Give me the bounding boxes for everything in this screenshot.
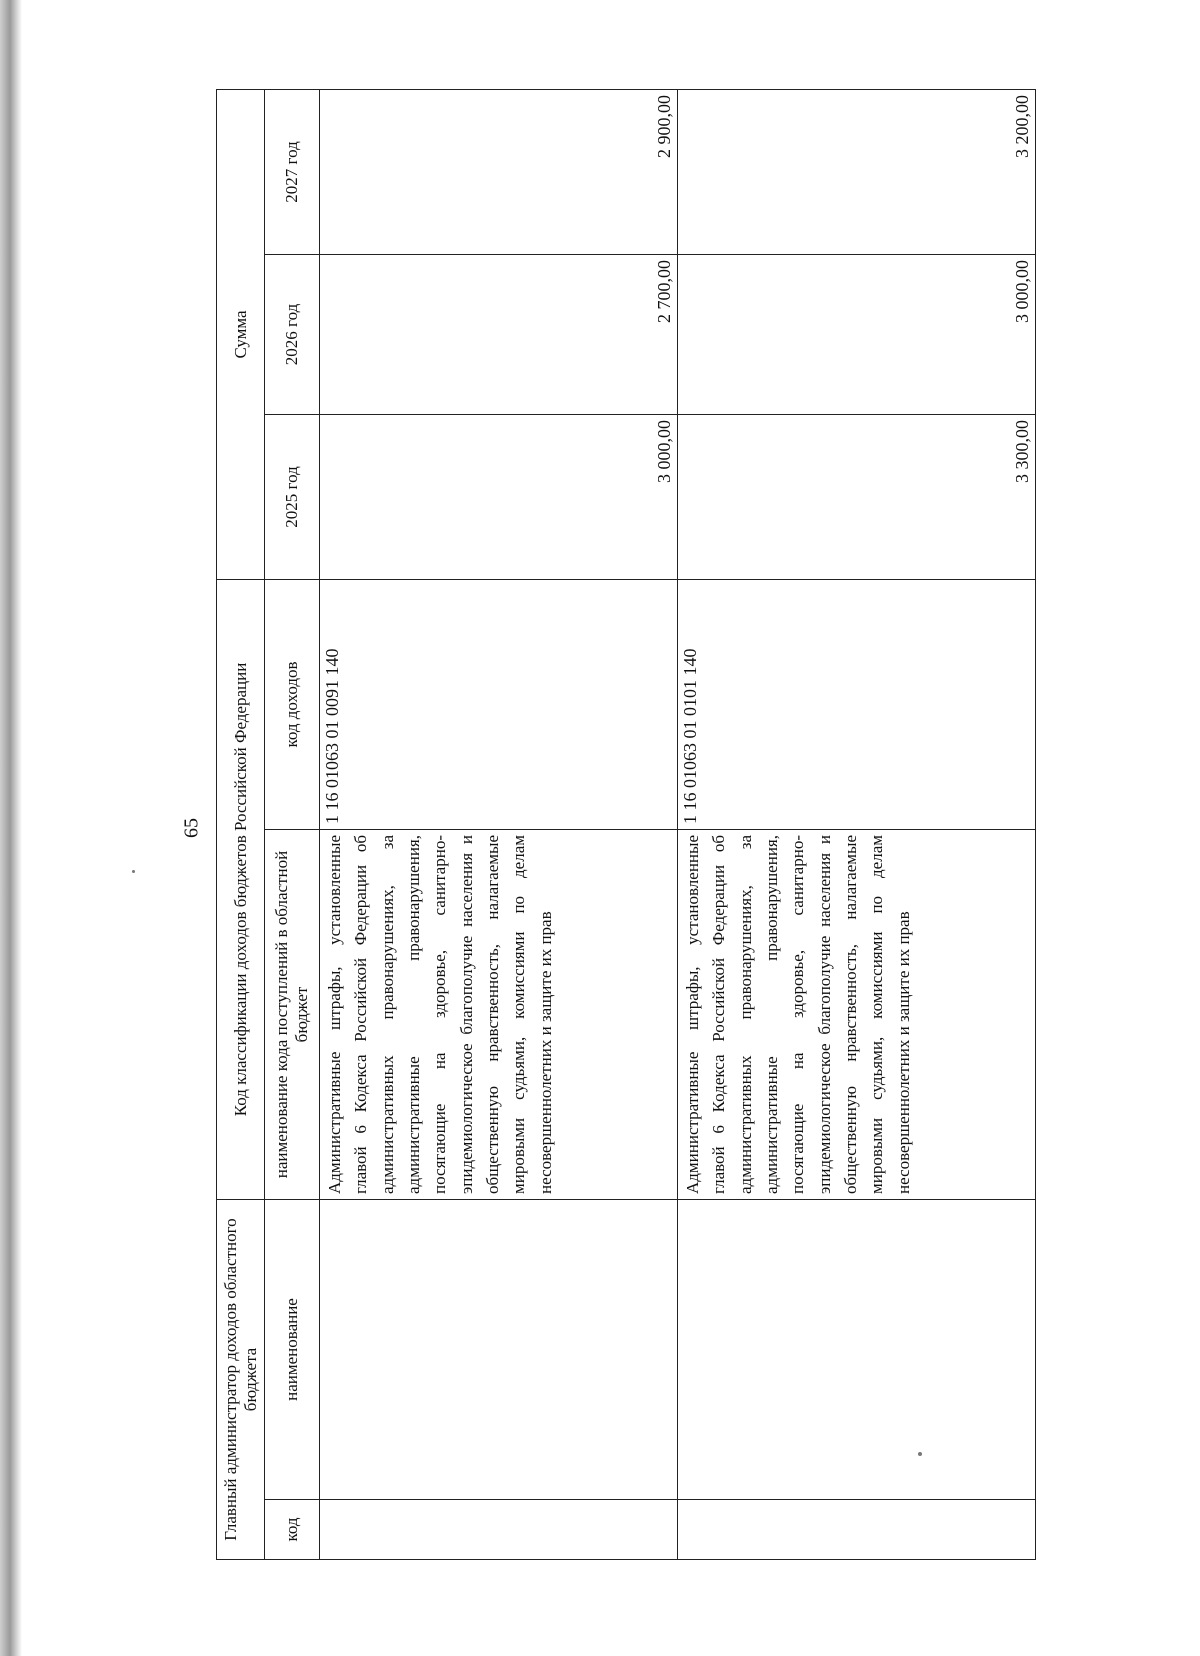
row-admin-code: [678, 1500, 1036, 1560]
receipt-name-header: наименование кода поступлений в областной бюджет: [265, 830, 320, 1200]
page-number: 65: [180, 818, 203, 838]
scan-speck: [132, 870, 135, 873]
rotated-page: [216, 90, 1051, 1560]
income-code-header: код доходов: [265, 579, 320, 829]
row-amount-2026: 3 000,00: [678, 254, 1036, 414]
table-row: [320, 89, 678, 1559]
row-amount-2025: 3 300,00: [678, 414, 1036, 579]
row-admin-name: [678, 1200, 1036, 1500]
admin-code-header: код: [265, 1500, 320, 1560]
admin-group-header: Главный администратор доходов областного бюджета: [217, 1200, 265, 1560]
row-admin-code: [320, 1500, 678, 1560]
header-row-2: [265, 89, 320, 1559]
row-amount-2026: 2 700,00: [320, 254, 678, 414]
row-income-code: 1 16 01063 01 0101 140: [678, 579, 1036, 829]
row-description: Административные штрафы, установленные главой 6 Кодекса Российской Федерации об административных правонарушениях, за административные правонарушения, посягающие на здоровье, санитарно-эпидемиологическое благополучие населения и общественную нравственность, налагаемые мировыми судьями, комиссиями по делам несовершеннолетних и защите их прав: [320, 830, 678, 1200]
table-row: [678, 89, 1036, 1559]
row-amount-2027: 2 900,00: [320, 89, 678, 254]
row-amount-2027: 3 200,00: [678, 89, 1036, 254]
row-amount-2025: 3 000,00: [320, 414, 678, 579]
classification-group-header: Код классификации доходов бюджетов Российской Федерации: [217, 579, 265, 1199]
revenue-table: [216, 89, 1036, 1560]
sum-group-header: Сумма: [217, 89, 265, 579]
scan-edge: [0, 0, 22, 1656]
year-2026-header: 2026 год: [265, 254, 320, 414]
row-description: Административные штрафы, установленные главой 6 Кодекса Российской Федерации об административных правонарушениях, за административные правонарушения, посягающие на здоровье, санитарно-эпидемиологическое благополучие населения и общественную нравственность, налагаемые мировыми судьями, комиссиями по делам несовершеннолетних и защите их прав: [678, 830, 1036, 1200]
year-2025-header: 2025 год: [265, 414, 320, 579]
year-2027-header: 2027 год: [265, 89, 320, 254]
header-row-1: [217, 89, 265, 1559]
admin-name-header: наименование: [265, 1200, 320, 1500]
row-admin-name: [320, 1200, 678, 1500]
row-income-code: 1 16 01063 01 0091 140: [320, 579, 678, 829]
